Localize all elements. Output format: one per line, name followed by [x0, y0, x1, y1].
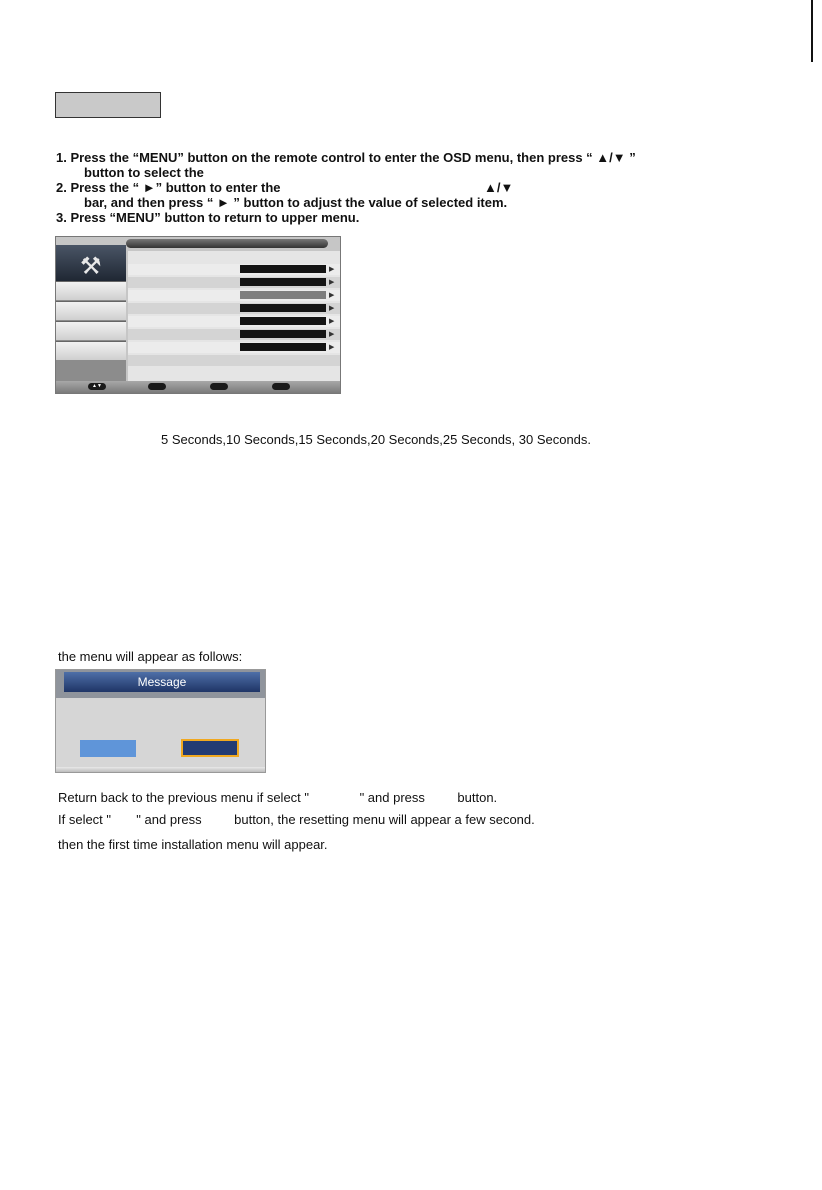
step-2: 2. Press the “ ►” button to enter the	[56, 180, 281, 195]
message-dialog-footer	[56, 767, 265, 772]
right-arrow-icon: ▶	[329, 344, 335, 351]
osd-row-3-value	[240, 291, 326, 299]
osd-category-2	[56, 301, 126, 320]
right-arrow-icon: ▶	[329, 266, 335, 273]
step-2-continued: bar, and then press “ ► ” button to adjust the value of selected item.	[84, 195, 508, 210]
right-arrow-icon: ▶	[329, 318, 335, 325]
osd-menu-screenshot	[55, 236, 341, 394]
osd-row-7-value	[240, 343, 326, 351]
osd-row-4-value	[240, 304, 326, 312]
osd-row-2-value	[240, 278, 326, 286]
osd-item-list	[128, 251, 340, 381]
osd-row-5-value	[240, 317, 326, 325]
osd-category-3	[56, 321, 126, 340]
step-3: 3. Press “MENU” button to return to upper menu.	[56, 210, 360, 225]
osd-title-bar	[126, 239, 328, 248]
right-arrow-icon: ▶	[329, 292, 335, 299]
osd-row-3	[128, 290, 340, 301]
note-line-2: If select " " and press button, the resetting menu will appear a few second.	[58, 812, 535, 827]
step-2-arrows: ▲/▼	[484, 180, 514, 195]
osd-row-1	[128, 264, 340, 275]
step-1-continued: button to select the	[84, 165, 204, 180]
hint-pill-1	[148, 383, 166, 390]
osd-category-1	[56, 281, 126, 300]
message-dialog-left-button	[80, 740, 136, 757]
osd-row-1-value	[240, 265, 326, 273]
osd-row-8	[128, 355, 340, 366]
hint-pill-2	[210, 383, 228, 390]
osd-hint-bar	[56, 381, 340, 393]
right-arrow-icon: ▶	[329, 279, 335, 286]
message-dialog-title: Message	[64, 672, 260, 692]
osd-row-6	[128, 329, 340, 340]
section-heading-tab	[55, 92, 161, 118]
message-dialog-screenshot	[55, 669, 266, 773]
osd-row-6-value	[240, 330, 326, 338]
right-arrow-icon: ▶	[329, 331, 335, 338]
osd-selected-category	[56, 245, 126, 281]
osd-category-4	[56, 341, 126, 360]
osd-row-5	[128, 316, 340, 327]
page-edge-line	[811, 0, 813, 62]
note-line-1: Return back to the previous menu if select " " and press button.	[58, 790, 498, 805]
tools-icon: ⚒	[80, 253, 102, 280]
osd-row-2	[128, 277, 340, 288]
menu-appear-text: the menu will appear as follows:	[58, 649, 243, 664]
hint-pill-3	[272, 383, 290, 390]
step-1: 1. Press the “MENU” button on the remote control to enter the OSD menu, then press “ ▲/▼ ”	[56, 150, 636, 165]
note-line-3: then the first time installation menu will appear.	[58, 837, 328, 852]
timeout-options-text: 5 Seconds,10 Seconds,15 Seconds,20 Seconds,25 Seconds, 30 Seconds.	[161, 432, 592, 447]
nav-arrows-pill: ▲▼	[88, 383, 106, 390]
osd-row-7	[128, 342, 340, 353]
right-arrow-icon: ▶	[329, 305, 335, 312]
osd-row-4	[128, 303, 340, 314]
message-dialog-selected-button	[181, 739, 239, 757]
